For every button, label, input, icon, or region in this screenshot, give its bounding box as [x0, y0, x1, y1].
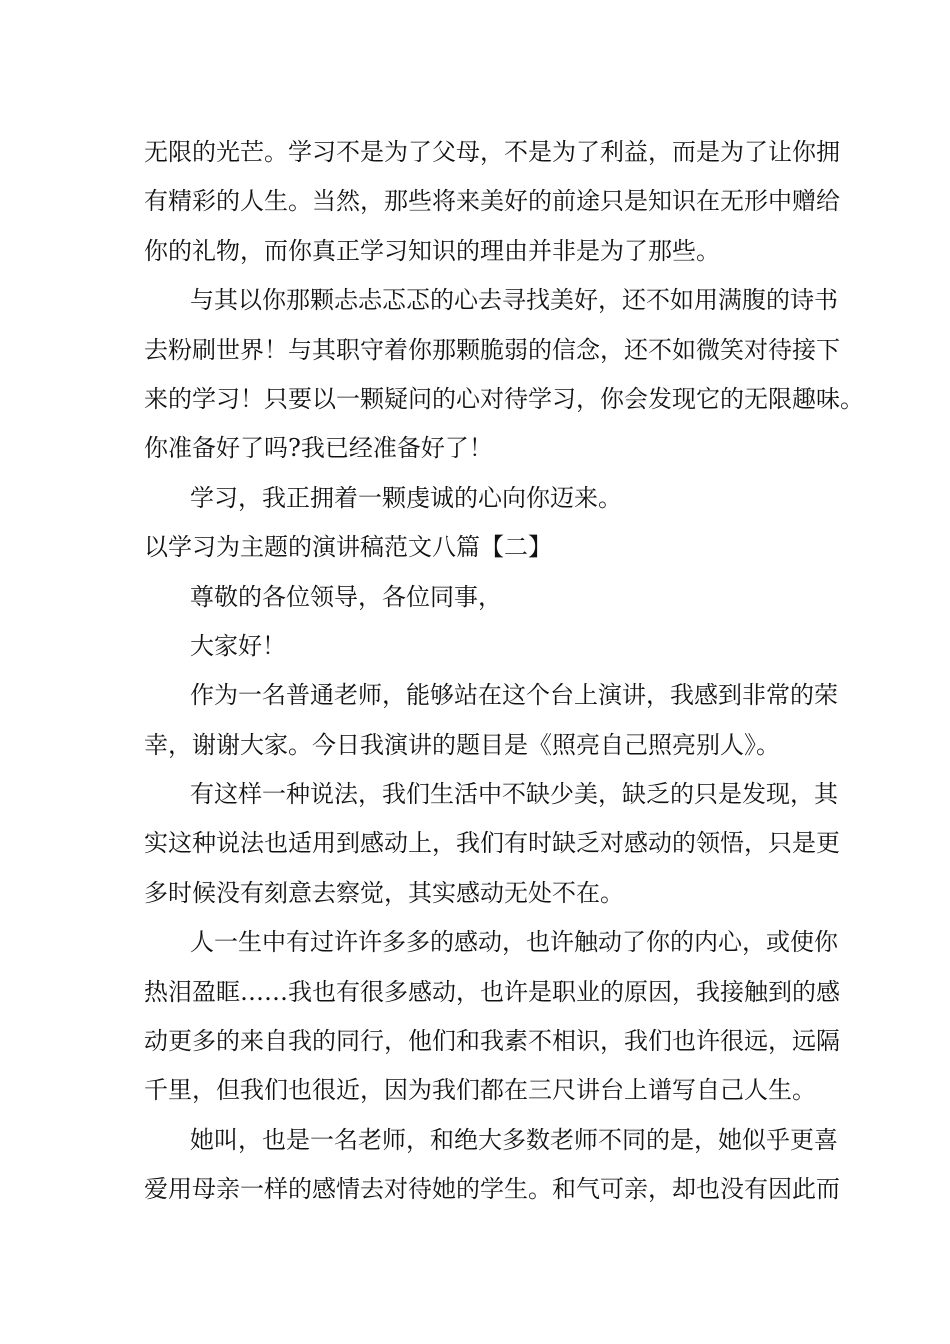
text-line: 来的学习！只要以一颗疑问的心对待学习，你会发现它的无限趣味。 — [144, 384, 864, 413]
text-line: 千里，但我们也很近，因为我们都在三尺讲台上谱写自己人生。 — [144, 1076, 816, 1105]
text-line: 你的礼物，而你真正学习知识的理由并非是为了那些。 — [144, 236, 720, 265]
text-line: 有精彩的人生。当然，那些将来美好的前途只是知识在无形中赠给 — [144, 187, 840, 216]
text-line: 大家好！ — [190, 631, 286, 660]
text-line: 爱用母亲一样的感情去对待她的学生。和气可亲，却也没有因此而 — [144, 1175, 840, 1204]
text-line: 人一生中有过许许多多的感动，也许触动了你的内心，或使你 — [190, 928, 838, 957]
text-line: 有这样一种说法，我们生活中不缺少美，缺乏的只是发现，其 — [190, 780, 838, 809]
text-line: 尊敬的各位领导，各位同事， — [190, 582, 502, 611]
text-line: 无限的光芒。学习不是为了父母，不是为了利益，而是为了让你拥 — [144, 138, 840, 166]
text-line: 多时候没有刻意去察觉，其实感动无处不在。 — [144, 878, 624, 907]
text-line: 与其以你那颗忐忐忑忑的心去寻找美好，还不如用满腹的诗书 — [190, 286, 838, 315]
text-line: 幸，谢谢大家。今日我演讲的题目是《照亮自己照亮别人》。 — [144, 730, 780, 759]
text-line: 学习，我正拥着一颗虔诚的心向你迈来。 — [190, 483, 622, 512]
text-line: 实这种说法也适用到感动上，我们有时缺乏对感动的领悟，只是更 — [144, 829, 840, 858]
text-line: 热泪盈眶……我也有很多感动，也许是职业的原因，我接触到的感 — [144, 977, 840, 1006]
text-line: 你准备好了吗?我已经准备好了！ — [144, 434, 493, 463]
text-line: 去粉刷世界！与其职守着你那颗脆弱的信念，还不如微笑对待接下 — [144, 335, 840, 364]
text-line: 作为一名普通老师，能够站在这个台上演讲，我感到非常的荣 — [190, 681, 838, 710]
text-line: 她叫，也是一名老师，和绝大多数老师不同的是，她似乎更喜 — [190, 1125, 838, 1154]
document-body — [144, 128, 864, 1215]
text-line: 动更多的来自我的同行，他们和我素不相识，我们也许很远，远隔 — [144, 1027, 840, 1056]
section-heading: 以学习为主题的演讲稿范文八篇【二】 — [144, 533, 552, 562]
